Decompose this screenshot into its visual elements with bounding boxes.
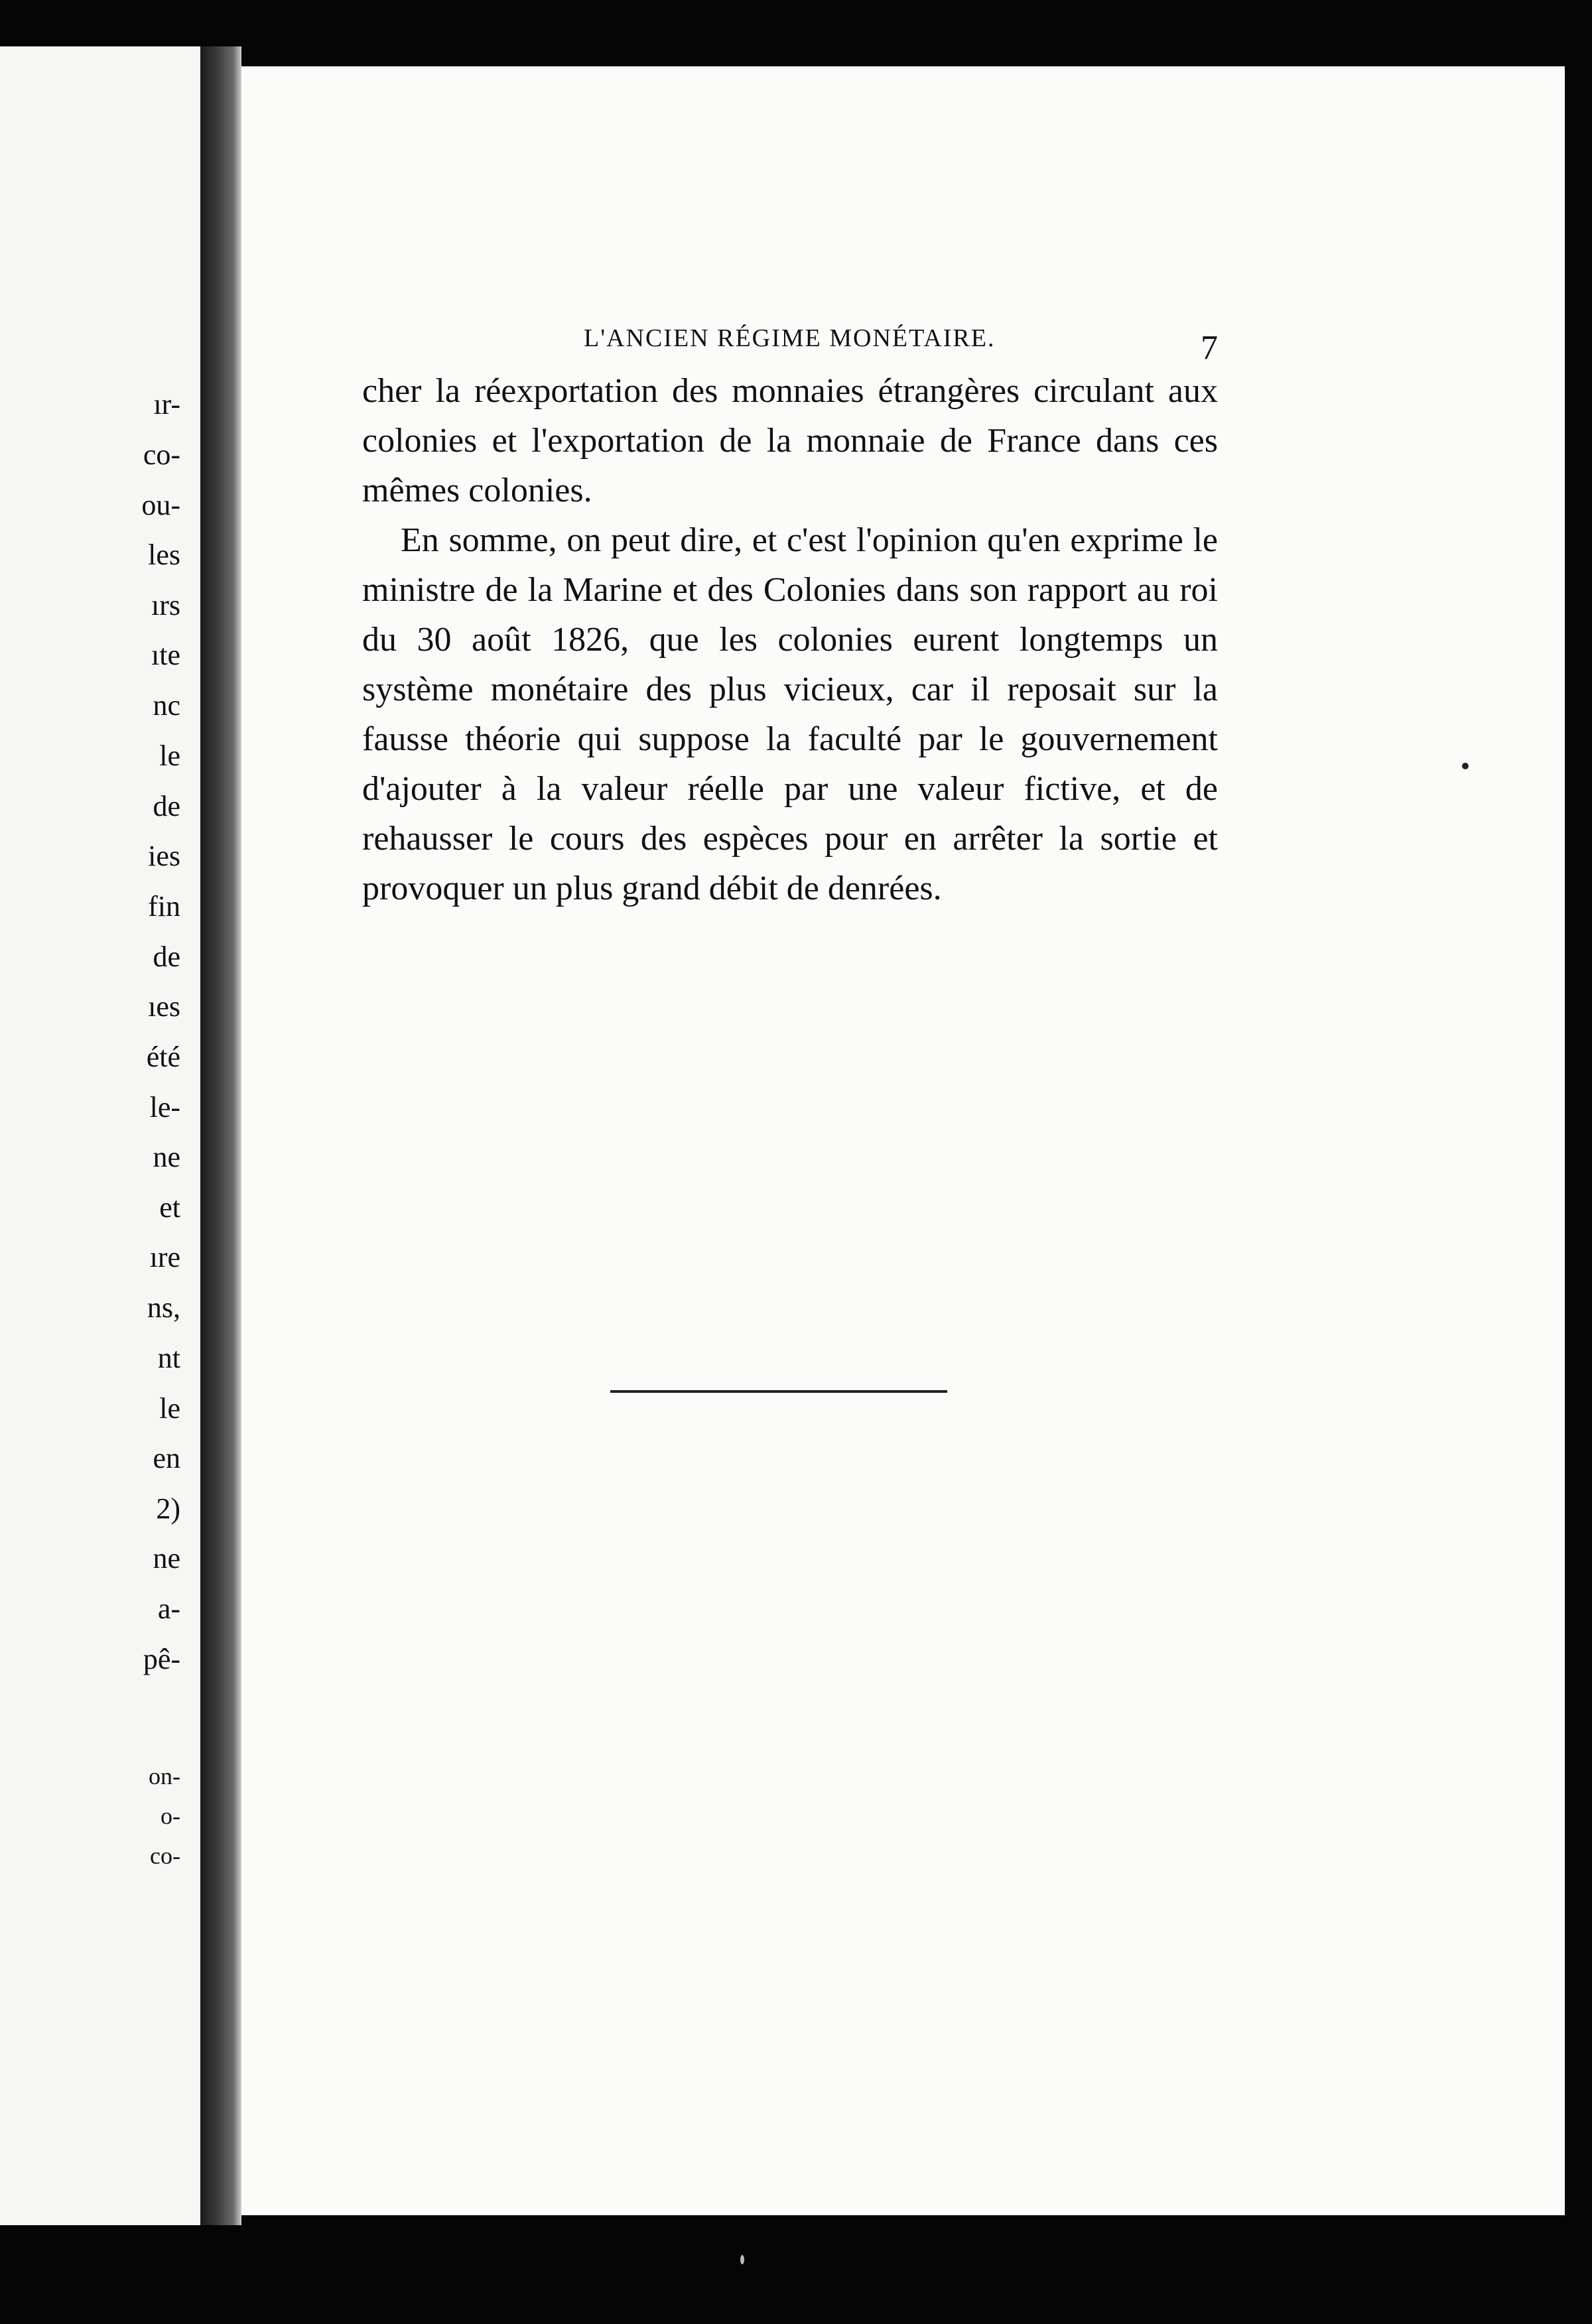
facing-line-fragment: pê- bbox=[143, 1643, 180, 1675]
facing-line-fragment: a- bbox=[157, 1592, 180, 1625]
body-text bbox=[362, 366, 1218, 913]
facing-line-fragment: ıre bbox=[149, 1241, 180, 1273]
facing-line-fragment: le bbox=[159, 740, 180, 772]
facing-footnote-fragment: o- bbox=[161, 1803, 180, 1829]
facing-line-fragment: et bbox=[159, 1191, 180, 1224]
scan-speck bbox=[740, 2255, 744, 2264]
facing-line-fragment: nc bbox=[153, 689, 180, 722]
facing-line-fragment: le bbox=[159, 1392, 180, 1425]
facing-line-fragment: 2) bbox=[156, 1492, 180, 1525]
facing-line-fragment: ır- bbox=[153, 388, 180, 420]
section-end-rule bbox=[610, 1390, 947, 1393]
page-number: 7 bbox=[1201, 329, 1218, 367]
facing-line-fragment: ıte bbox=[151, 639, 180, 671]
facing-line-fragment: de bbox=[153, 790, 180, 822]
running-head: L'ANCIEN RÉGIME MONÉTAIRE. bbox=[584, 324, 996, 352]
facing-line-fragment: le- bbox=[149, 1091, 180, 1124]
facing-line-fragment: en bbox=[153, 1442, 180, 1474]
facing-line-fragment: ne bbox=[153, 1542, 180, 1575]
facing-line-fragment: ne bbox=[153, 1141, 180, 1173]
scan-speck bbox=[1462, 763, 1469, 769]
facing-line-fragment: ou- bbox=[141, 489, 180, 521]
facing-footnote-fragment: co- bbox=[150, 1842, 180, 1869]
facing-line-fragment: nt bbox=[157, 1342, 180, 1374]
facing-line-fragment: ns, bbox=[147, 1291, 180, 1324]
facing-line-fragment: co- bbox=[143, 438, 180, 471]
facing-line-fragment: fin bbox=[148, 890, 180, 923]
facing-line-fragment: de bbox=[153, 940, 180, 973]
facing-line-fragment: été bbox=[146, 1041, 180, 1073]
facing-page-fragment bbox=[0, 46, 200, 2225]
paragraph: cher la réexportation des monnaies étrangères circulant aux colonies et l'exportation de la monnaie de France dans ces mêmes colonies. bbox=[362, 372, 1218, 509]
facing-footnote-fragment: on- bbox=[149, 1763, 180, 1789]
book-gutter bbox=[200, 46, 241, 2225]
paragraph: En somme, on peut dire, et c'est l'opinion qu'en exprime le ministre de la Marine et des Colonies dans son rapport au roi du 30 août 1826, que les colonies eurent longtemps un système monétaire des plus vicieux, car il reposait sur la fausse théorie qui suppose la faculté par le gouvernement d'ajouter à la valeur réelle par une valeur fictive, et de rehausser le cours des espèces pour en arrêter la sortie et provoquer un plus grand débit de denrées. bbox=[362, 521, 1218, 907]
facing-line-fragment: ırs bbox=[151, 589, 180, 621]
facing-line-fragment: ıes bbox=[148, 990, 180, 1023]
facing-line-fragment: ies bbox=[148, 840, 180, 872]
facing-line-fragment: les bbox=[148, 539, 180, 571]
